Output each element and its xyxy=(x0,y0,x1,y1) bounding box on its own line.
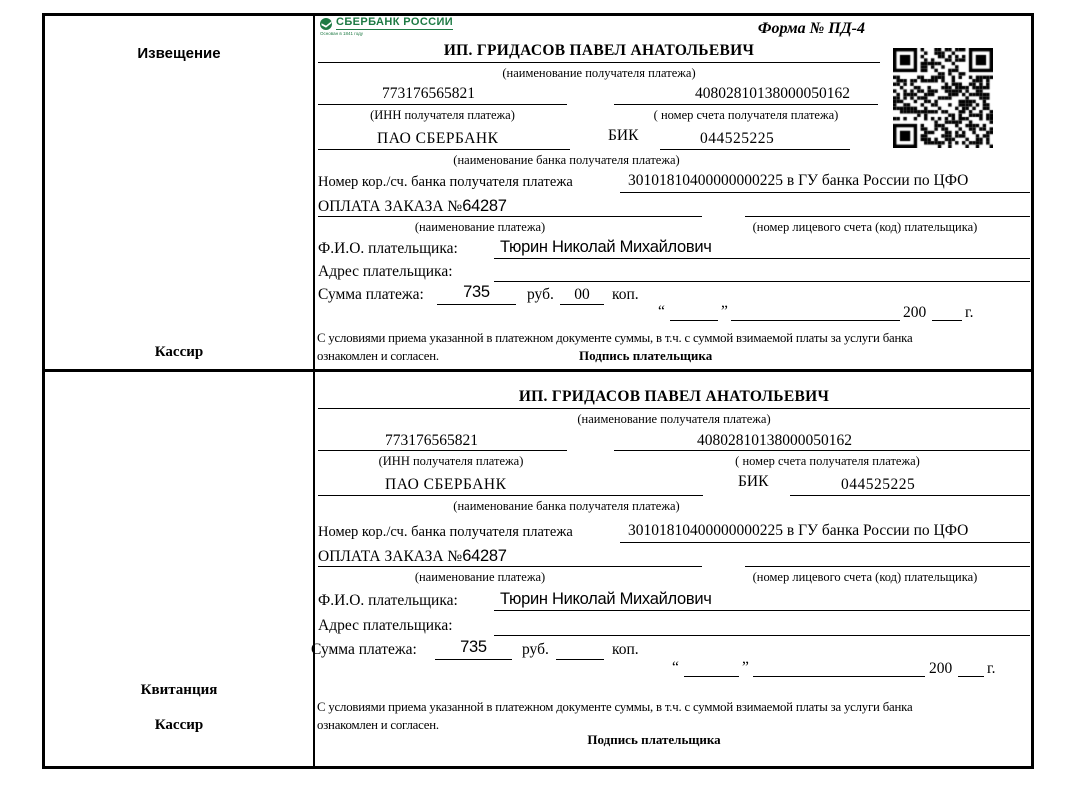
bik-label-notice: БИК xyxy=(608,127,639,144)
payee-name-notice: ИП. ГРИДАСОВ ПАВЕЛ АНАТОЛЬЕВИЧ xyxy=(443,42,755,59)
fio-label-notice: Ф.И.О. плательщика: xyxy=(318,240,458,257)
stub-notice-label: Извещение xyxy=(137,45,221,62)
payee-line-receipt xyxy=(318,408,1030,409)
kop-label-receipt: коп. xyxy=(612,641,639,658)
account-line-notice xyxy=(614,104,878,105)
year-suffix-receipt: г. xyxy=(987,660,996,677)
purpose-receipt xyxy=(318,547,507,566)
year-prefix-notice: 200 xyxy=(903,304,927,321)
corr-line-receipt xyxy=(620,542,1030,543)
inn-line-receipt xyxy=(318,450,567,451)
personal-hint-receipt: (номер лицевого счета (код) плательщика) xyxy=(752,570,978,584)
account-line-receipt xyxy=(614,450,1030,451)
terms-line1-notice: С условиями приема указанной в платежном документе суммы, в т.ч. с суммой взимаемой платы за услуги банка xyxy=(317,331,913,345)
address-line-notice xyxy=(494,281,1030,282)
bank-line-notice xyxy=(318,149,570,150)
amount-label-receipt: Сумма платежа: xyxy=(311,641,417,658)
rub-label-receipt: руб. xyxy=(522,641,549,658)
inn-hint-notice: (ИНН получателя платежа) xyxy=(370,108,515,122)
date-open-quote-receipt: “ xyxy=(672,659,679,676)
rub-label-notice: руб. xyxy=(527,286,554,303)
inn-value-receipt: 773176565821 xyxy=(385,432,478,449)
bik-label-receipt: БИК xyxy=(738,473,769,490)
bank-name-notice: ПАО СБЕРБАНК xyxy=(377,130,499,147)
bik-line-receipt xyxy=(790,495,1030,496)
payer-name-receipt: Тюрин Николай Михайлович xyxy=(500,590,712,608)
date-close-quote-notice: ” xyxy=(721,303,728,320)
amount-label-notice: Сумма платежа: xyxy=(318,286,424,303)
sberbank-wordmark: СБЕРБАНК РОССИИ xyxy=(336,16,454,28)
date-close-quote-receipt: ” xyxy=(742,659,749,676)
amount-rub-value-notice: 735 xyxy=(463,283,490,301)
account-hint-notice: ( номер счета получателя платежа) xyxy=(653,108,839,122)
stub-cashier-label-receipt: Кассир xyxy=(154,717,204,733)
bank-name-receipt: ПАО СБЕРБАНК xyxy=(385,476,507,493)
inn-line-notice xyxy=(318,104,567,105)
year-prefix-receipt: 200 xyxy=(929,660,953,677)
corr-label-notice: Номер кор./сч. банка получателя платежа xyxy=(318,174,573,190)
account-value-notice: 40802810138000050162 xyxy=(695,85,850,102)
payee-hint-notice: (наименование получателя платежа) xyxy=(502,66,696,80)
year-suffix-notice: г. xyxy=(965,304,974,321)
date-month-line-notice xyxy=(731,320,900,321)
amount-rub-line-receipt xyxy=(435,659,512,660)
purpose-prefix: ОПЛАТА ЗАКАЗА № xyxy=(318,198,463,215)
amount-kop-value-notice: 00 xyxy=(574,286,590,303)
purpose-notice xyxy=(318,197,507,216)
order-number: 64287 xyxy=(462,547,507,565)
order-number: 64287 xyxy=(462,197,507,215)
signature-label-receipt: Подпись плательщика xyxy=(587,732,721,747)
inn-hint-receipt: (ИНН получателя платежа) xyxy=(378,454,524,468)
personal-line-receipt xyxy=(745,566,1030,567)
payment-hint-receipt: (наименование платежа) xyxy=(414,570,546,584)
bik-line-notice xyxy=(660,149,850,150)
purpose-line-receipt xyxy=(318,566,702,567)
amount-kop-line-receipt xyxy=(556,659,604,660)
account-value-receipt: 40802810138000050162 xyxy=(697,432,852,449)
bank-line-receipt xyxy=(318,495,703,496)
fio-line-notice xyxy=(494,258,1030,259)
personal-line-notice xyxy=(745,216,1030,217)
address-label-receipt: Адрес плательщика: xyxy=(318,617,453,634)
date-open-quote-notice: “ xyxy=(658,303,665,320)
date-day-line-receipt xyxy=(684,676,739,677)
corr-value-receipt: 30101810400000000225 в ГУ банка России по ЦФО xyxy=(628,522,969,539)
fio-label-receipt: Ф.И.О. плательщика: xyxy=(318,592,458,609)
amount-kop-line-notice xyxy=(560,304,604,305)
amount-rub-value-receipt: 735 xyxy=(460,638,487,656)
purpose-prefix: ОПЛАТА ЗАКАЗА № xyxy=(318,548,463,565)
qr-code xyxy=(893,48,993,148)
terms-line2-receipt: ознакомлен и согласен. xyxy=(317,718,439,732)
payee-line-notice xyxy=(318,62,880,63)
sberbank-tagline: Основан в 1841 году xyxy=(320,31,364,36)
stub-cashier-label-notice: Кассир xyxy=(154,344,204,360)
payee-hint-receipt: (наименование получателя платежа) xyxy=(577,412,771,426)
terms-line1-receipt: С условиями приема указанной в платежном документе суммы, в т.ч. с суммой взимаемой платы за услуги банка xyxy=(317,700,913,714)
personal-hint-notice: (номер лицевого счета (код) плательщика) xyxy=(752,220,978,234)
corr-value-notice: 30101810400000000225 в ГУ банка России по ЦФО xyxy=(628,172,969,189)
purpose-line-notice xyxy=(318,216,702,217)
corr-line-notice xyxy=(620,192,1030,193)
year-line-notice xyxy=(932,320,962,321)
address-line-receipt xyxy=(494,635,1030,636)
kop-label-notice: коп. xyxy=(612,286,639,303)
table-border-right xyxy=(1031,13,1034,769)
inn-value-notice: 773176565821 xyxy=(382,85,475,102)
table-border-top xyxy=(42,13,1034,16)
payer-name-notice: Тюрин Николай Михайлович xyxy=(500,238,712,256)
corr-label-receipt: Номер кор./сч. банка получателя платежа xyxy=(318,524,573,540)
bik-value-receipt: 044525225 xyxy=(841,476,916,493)
table-border-bottom xyxy=(42,766,1034,769)
address-label-notice: Адрес плательщика: xyxy=(318,263,453,280)
amount-rub-line-notice xyxy=(437,304,516,305)
payment-hint-notice: (наименование платежа) xyxy=(414,220,546,234)
date-month-line-receipt xyxy=(753,676,925,677)
bik-value-notice: 044525225 xyxy=(700,130,775,147)
account-hint-receipt: ( номер счета получателя платежа) xyxy=(735,454,920,468)
terms-line2-notice: ознакомлен и согласен. xyxy=(317,349,439,363)
table-border-left xyxy=(42,13,45,769)
table-divider-horizontal xyxy=(42,369,1034,372)
stub-receipt-label: Квитанция xyxy=(140,682,218,698)
payee-name-receipt: ИП. ГРИДАСОВ ПАВЕЛ АНАТОЛЬЕВИЧ xyxy=(518,388,830,405)
sberbank-logo xyxy=(320,16,453,36)
year-line-receipt xyxy=(958,676,984,677)
date-day-line-notice xyxy=(670,320,718,321)
bank-hint-receipt: (наименование банка получателя платежа) xyxy=(453,499,680,513)
signature-label-notice: Подпись плательщика xyxy=(579,348,713,363)
bank-hint-notice: (наименование банка получателя платежа) xyxy=(453,153,680,167)
fio-line-receipt xyxy=(494,610,1030,611)
form-number-label: Форма № ПД-4 xyxy=(757,20,865,37)
sberbank-logo-icon xyxy=(320,17,332,29)
